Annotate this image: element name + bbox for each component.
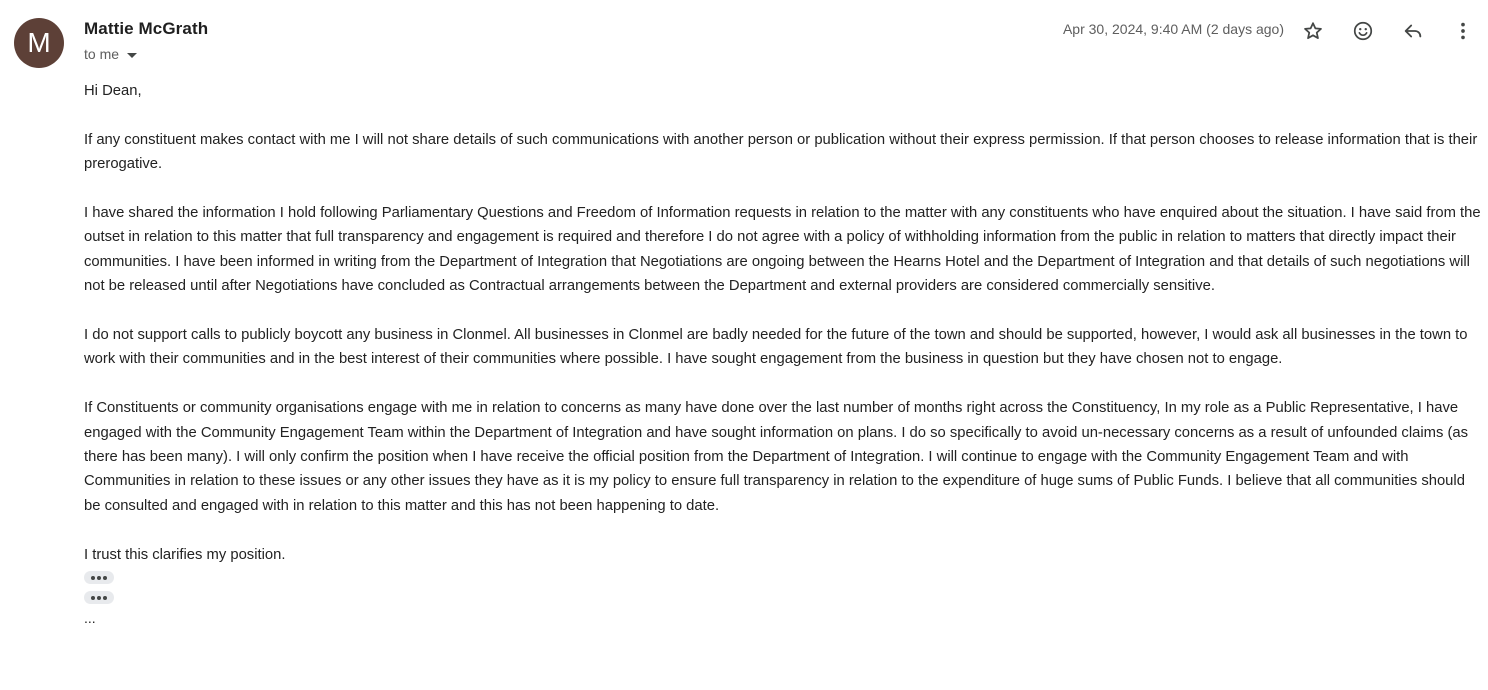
body-paragraph: If Constituents or community organisations engage with me in relation to concerns as many have done over the last number of months right across the Constituency, In my role as a Public Representative, I have engaged with the Community Engagement Team within the Department of Integration and have sought information on plans. I do so specifically to avoid un-necessary concerns as a result of unfounded claims (as there has been many). I will only confirm the position when I have receive the official position from the Department of Integration. I will continue to engage with the Community Engagement Team and with Communities in relation to these issues or any other issues they have as it is my policy to ensure full transparency in relation to the expenditure of huge sums of Public Funds. I believe that all communities should be consulted and engaged with in relation to this matter and this has not been happening to date. xyxy=(84,400,1469,514)
more-options-button[interactable] xyxy=(1438,12,1488,50)
add-reaction-button[interactable] xyxy=(1338,12,1388,50)
more-horiz-icon xyxy=(84,571,114,584)
star-icon xyxy=(1302,20,1324,42)
emoji-icon xyxy=(1352,20,1374,42)
greeting: Hi Dean, xyxy=(84,83,142,99)
body-paragraph: I have shared the information I hold following Parliamentary Questions and Freedom of Information requests in relation to the matter with any constituents who have enquired about the situation. I have said from the outset in relation to this matter that full transparency and engagement is required and therefore I do not agree with a policy of withholding information from the public in relation to matters that directly impact their communities. I have been informed in writing from the Department of Integration that Negotiations are ongoing between the Hearns Hotel and the Department of Integration and that details of such negotiations will not be released until after Negotiations have concluded as Contractual arrangements between the Department and external providers are considered commercially sensitive. xyxy=(84,205,1481,295)
message-body xyxy=(84,79,1484,625)
recipient-label: to me xyxy=(84,46,120,62)
sender-name[interactable]: Mattie McGrath xyxy=(84,19,209,38)
avatar-initial: M xyxy=(27,27,51,58)
trailing-text: ... xyxy=(84,610,96,627)
star-button[interactable] xyxy=(1288,12,1338,50)
message-date[interactable]: Apr 30, 2024, 9:40 AM (2 days ago) xyxy=(1062,21,1284,37)
closing-line: I trust this clarifies my position. xyxy=(84,546,286,563)
avatar[interactable] xyxy=(14,18,64,68)
show-trimmed-content-button[interactable] xyxy=(84,591,114,604)
reply-button[interactable] xyxy=(1388,12,1438,50)
more-horiz-icon xyxy=(84,591,114,604)
body-paragraph: If any constituent makes contact with me I will not share details of such communications with another person or publication without their express permission. If that person chooses to release information that is their prerogative. xyxy=(84,131,1478,173)
recipient-line[interactable] xyxy=(84,46,137,62)
reply-icon xyxy=(1402,20,1424,42)
more-vert-icon xyxy=(1452,20,1474,42)
body-paragraph: I do not support calls to publicly boycott any business in Clonmel. All businesses in Clonmel are badly needed for the future of the town and should be supported, however, I would ask all businesses in the town to work with their communities and in the best interest of their communities where possible. I have sought engagement from the business in question but they have chosen not to engage. xyxy=(84,327,1468,368)
chevron-down-icon[interactable] xyxy=(127,53,137,58)
show-trimmed-content-button[interactable] xyxy=(84,571,114,584)
message-actions xyxy=(1288,12,1488,50)
